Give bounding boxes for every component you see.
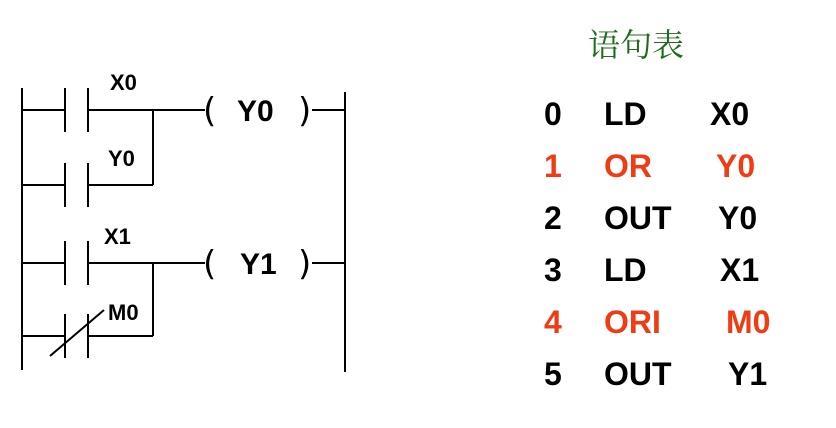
step-number: 0	[544, 96, 562, 132]
operand: Y0	[718, 200, 758, 236]
statement-table-title: 语句表	[588, 26, 685, 64]
coil-y0	[203, 91, 311, 131]
coil-label-y0: Y0	[237, 95, 274, 128]
step-number: 2	[544, 200, 562, 236]
step-number: 1	[544, 148, 562, 184]
step-number: 5	[544, 356, 562, 392]
coil-close-paren: )	[298, 244, 312, 284]
operand: X1	[720, 252, 760, 288]
instruction: LD	[604, 252, 647, 288]
contact-label-m0: M0	[108, 300, 139, 325]
operand: Y1	[728, 356, 768, 392]
instruction: OR	[604, 148, 652, 184]
instruction: OUT	[604, 356, 672, 392]
instruction: OUT	[604, 200, 672, 236]
operand: M0	[726, 304, 771, 340]
contact-label-x1: X1	[104, 224, 131, 249]
coil-label-y1: Y1	[240, 248, 277, 281]
nc-slash	[50, 310, 104, 356]
coil-open-paren: (	[203, 244, 217, 284]
contact-label-x0: X0	[110, 70, 137, 95]
step-number: 4	[544, 304, 562, 340]
coil-open-paren: (	[203, 91, 217, 131]
contact-label-y0: Y0	[108, 146, 135, 171]
operand: X0	[710, 96, 750, 132]
coil-close-paren: )	[298, 91, 312, 131]
coil-y1	[203, 244, 311, 284]
operand: Y0	[716, 148, 756, 184]
step-number: 3	[544, 252, 562, 288]
instruction: ORI	[604, 304, 661, 340]
instruction: LD	[604, 96, 647, 132]
